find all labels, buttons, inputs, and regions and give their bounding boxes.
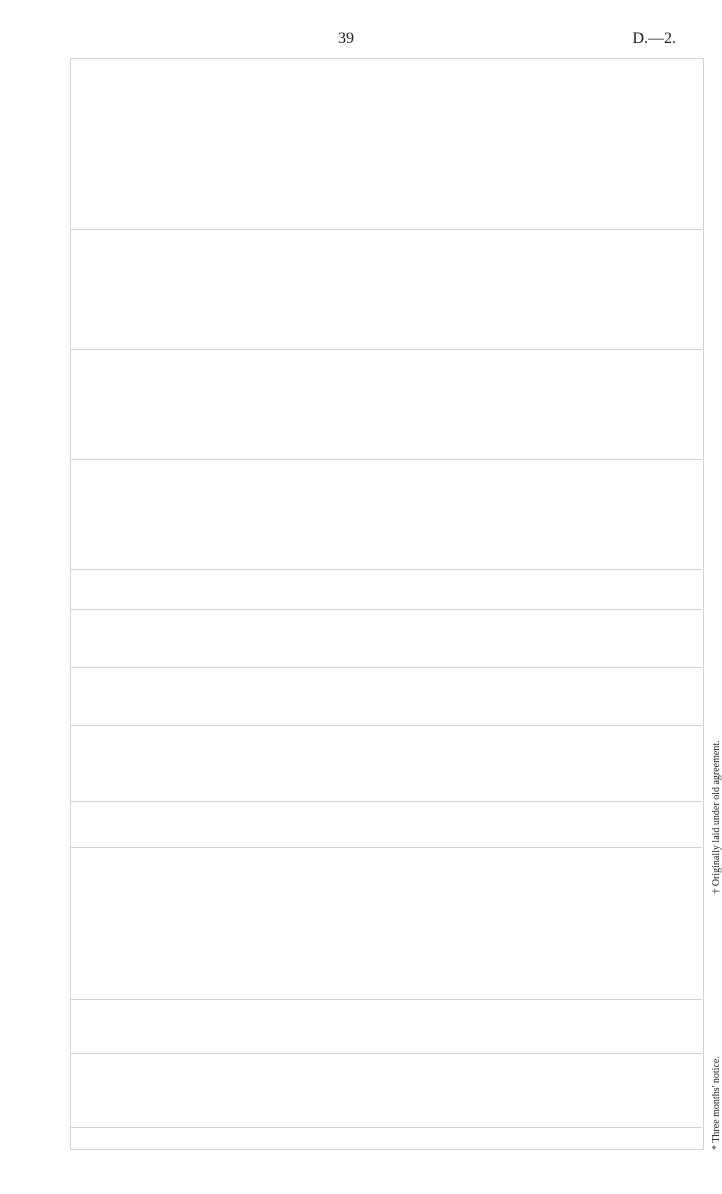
footnote-three-months: * Three months' notice. (711, 1056, 722, 1150)
rotated-register (70, 60, 722, 1150)
footnotes (711, 60, 722, 1150)
document-reference: D.—2. (632, 30, 676, 47)
footnote-old-agreement: † Originally laid under old agreement. (711, 740, 722, 894)
page-number: 39 (338, 30, 354, 47)
table-grid (70, 58, 704, 1150)
